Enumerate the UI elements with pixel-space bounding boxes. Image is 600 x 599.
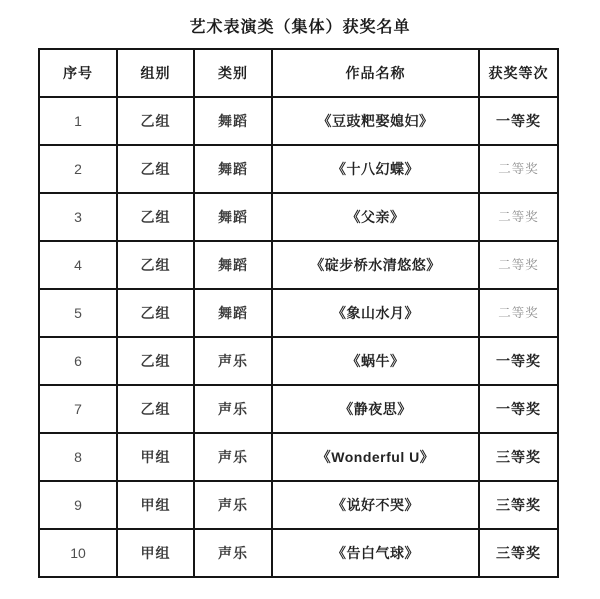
cell-group: 甲组 xyxy=(117,433,194,481)
cell-award-level: 二等奖 xyxy=(479,241,558,289)
cell-award-level: 三等奖 xyxy=(479,433,558,481)
cell-category: 舞蹈 xyxy=(194,97,272,145)
cell-work-title: 《蜗牛》 xyxy=(272,337,479,385)
cell-group: 乙组 xyxy=(117,289,194,337)
table-row xyxy=(39,337,558,385)
cell-work-title: 《豆豉粑娶媳妇》 xyxy=(272,97,479,145)
table-row xyxy=(39,433,558,481)
cell-category: 声乐 xyxy=(194,385,272,433)
cell-award-level: 三等奖 xyxy=(479,529,558,577)
cell-work-title: 《静夜思》 xyxy=(272,385,479,433)
column-header-index: 序号 xyxy=(39,49,117,97)
awards-table xyxy=(38,48,559,578)
cell-work-title: 《告白气球》 xyxy=(272,529,479,577)
cell-category: 舞蹈 xyxy=(194,241,272,289)
table-row xyxy=(39,481,558,529)
cell-index: 1 xyxy=(39,97,117,145)
cell-work-title: 《Wonderful U》 xyxy=(272,433,479,481)
table-row xyxy=(39,241,558,289)
cell-award-level: 二等奖 xyxy=(479,193,558,241)
cell-category: 声乐 xyxy=(194,481,272,529)
cell-award-level: 一等奖 xyxy=(479,337,558,385)
cell-index: 5 xyxy=(39,289,117,337)
table-row xyxy=(39,529,558,577)
table-row xyxy=(39,385,558,433)
cell-work-title: 《说好不哭》 xyxy=(272,481,479,529)
cell-award-level: 三等奖 xyxy=(479,481,558,529)
cell-index: 9 xyxy=(39,481,117,529)
header-row xyxy=(39,49,558,97)
table-row xyxy=(39,193,558,241)
cell-group: 乙组 xyxy=(117,97,194,145)
cell-work-title: 《十八幻蝶》 xyxy=(272,145,479,193)
cell-award-level: 二等奖 xyxy=(479,289,558,337)
cell-index: 6 xyxy=(39,337,117,385)
cell-group: 甲组 xyxy=(117,481,194,529)
cell-group: 乙组 xyxy=(117,145,194,193)
column-header-work-title: 作品名称 xyxy=(272,49,479,97)
cell-group: 甲组 xyxy=(117,529,194,577)
cell-group: 乙组 xyxy=(117,337,194,385)
table-row xyxy=(39,145,558,193)
cell-category: 声乐 xyxy=(194,529,272,577)
column-header-group: 组别 xyxy=(117,49,194,97)
cell-work-title: 《碇步桥水清悠悠》 xyxy=(272,241,479,289)
cell-category: 声乐 xyxy=(194,433,272,481)
cell-award-level: 二等奖 xyxy=(479,145,558,193)
cell-category: 舞蹈 xyxy=(194,145,272,193)
cell-group: 乙组 xyxy=(117,241,194,289)
cell-category: 舞蹈 xyxy=(194,193,272,241)
cell-group: 乙组 xyxy=(117,193,194,241)
column-header-category: 类别 xyxy=(194,49,272,97)
table-row xyxy=(39,289,558,337)
cell-index: 4 xyxy=(39,241,117,289)
cell-category: 声乐 xyxy=(194,337,272,385)
cell-work-title: 《象山水月》 xyxy=(272,289,479,337)
cell-index: 10 xyxy=(39,529,117,577)
awards-table-body xyxy=(39,97,558,577)
cell-index: 3 xyxy=(39,193,117,241)
table-row xyxy=(39,97,558,145)
cell-category: 舞蹈 xyxy=(194,289,272,337)
cell-index: 7 xyxy=(39,385,117,433)
table-wrapper xyxy=(38,48,560,578)
page-title: 艺术表演类（集体）获奖名单 xyxy=(189,19,411,36)
cell-award-level: 一等奖 xyxy=(479,97,558,145)
cell-award-level: 一等奖 xyxy=(479,385,558,433)
column-header-award-level: 获奖等次 xyxy=(479,49,558,97)
cell-work-title: 《父亲》 xyxy=(272,193,479,241)
cell-index: 2 xyxy=(39,145,117,193)
cell-group: 乙组 xyxy=(117,385,194,433)
cell-index: 8 xyxy=(39,433,117,481)
